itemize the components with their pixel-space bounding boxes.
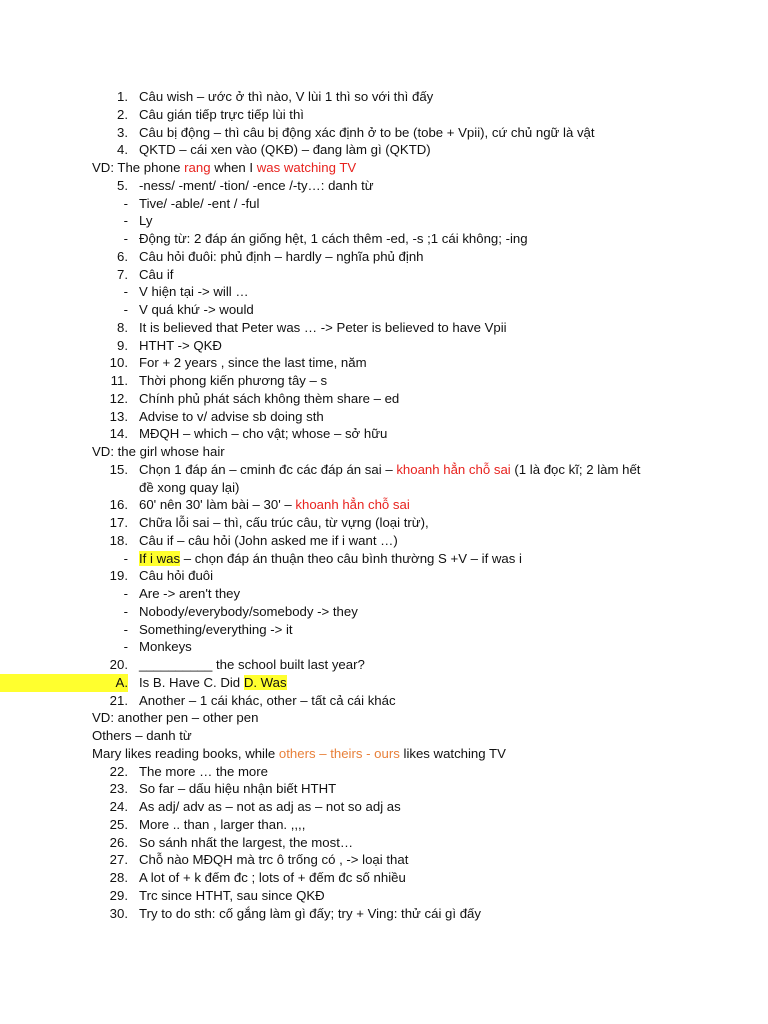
bullet-marker: - [123, 302, 128, 317]
line-text [139, 816, 305, 834]
text-run: Thời phong kiến phương tây – s [139, 373, 328, 388]
line-text [139, 283, 249, 301]
list-number: 21. [109, 692, 128, 708]
bullet-marker: - [123, 639, 128, 655]
list-number: 10. [109, 355, 128, 371]
line-text [139, 425, 387, 443]
list-number: 19. [109, 568, 128, 584]
line-text [139, 248, 423, 266]
line-text [139, 390, 399, 408]
text-run: Câu if [139, 266, 174, 282]
line-text [139, 798, 401, 816]
line-text [139, 851, 408, 869]
line-text [139, 88, 433, 106]
text-run: Others – danh từ [92, 728, 192, 743]
line-text [139, 550, 522, 568]
colored-text: rang [184, 160, 211, 175]
highlighted-text: If i was [139, 550, 181, 566]
text-run: QKTD – cái xen vào (QKĐ) – đang làm gì (QKTD) [139, 142, 431, 158]
line-text [139, 514, 429, 532]
text-run: V quá khứ -> would [139, 302, 254, 317]
text-run: It is believed that Peter was … -> Peter is believed to have Vpii [139, 319, 507, 335]
line-text [139, 141, 431, 159]
bullet-marker: - [123, 213, 128, 229]
text-run: Advise to v/ advise sb doing sth [139, 408, 324, 424]
line-text [139, 177, 374, 195]
line-text [139, 496, 410, 514]
line-text [139, 212, 152, 230]
text-run: Something/everything -> it [139, 621, 293, 637]
list-number: 29. [109, 887, 128, 903]
line-text [139, 834, 353, 852]
line-text [92, 159, 356, 177]
line-text [139, 905, 481, 923]
line-text [92, 727, 192, 745]
colored-text: was watching TV [256, 160, 357, 175]
text-run: Câu hỏi đuôi: phủ định – hardly – nghĩa phủ định [139, 248, 424, 264]
list-number: 9. [117, 337, 128, 353]
list-number: 14. [109, 426, 128, 442]
text-run: Try to do sth: cố gắng làm gì đấy; try + Ving: thử cái gì đấy [139, 905, 481, 921]
line-text [139, 319, 507, 337]
line-text [139, 692, 396, 710]
list-number: 11. [110, 373, 128, 388]
list-number: 12. [109, 390, 128, 406]
text-run: 60' nên 30' làm bài – 30' – [139, 497, 296, 513]
list-number: 15. [109, 461, 128, 477]
line-text [139, 780, 336, 798]
line-text [139, 266, 173, 284]
text-run: Câu if – câu hỏi (John asked me if i want …) [139, 532, 398, 548]
text-run: Trc since HTHT, sau since QKĐ [139, 887, 325, 903]
colored-text: khoanh hẳn chỗ sai [295, 497, 410, 513]
list-number: 7. [117, 266, 128, 282]
text-run: The more … the more [139, 763, 268, 779]
colored-text: others – theirs - ours [278, 745, 400, 761]
text-run: So sánh nhất the largest, the most… [139, 834, 354, 850]
text-run: Câu bị động – thì câu bị động xác định ở to be (tobe + Vpii), cứ chủ ngữ là vật [139, 124, 595, 140]
list-number: 2. [117, 106, 128, 122]
list-number: 17. [109, 515, 128, 530]
text-run: Chọn 1 đáp án – cminh đc các đáp án sai – [139, 461, 397, 477]
text-run: Động từ: 2 đáp án giống hệt, 1 cách thêm -ed, -s ;1 cái không; -ing [139, 231, 528, 246]
line-text [139, 638, 192, 656]
text-run: Are -> aren't they [139, 586, 241, 601]
line-text [139, 301, 254, 319]
text-run: VD: The phone [92, 160, 185, 175]
list-number: 26. [109, 834, 128, 850]
text-run: Câu wish – ước ở thì nào, V lùi 1 thì so với thì đấy [139, 89, 434, 104]
line-text [139, 621, 293, 639]
text-run: Ly [139, 213, 153, 229]
bullet-marker: - [123, 550, 128, 566]
list-number: A. [0, 674, 128, 692]
line-text [139, 656, 365, 674]
list-number: 3. [117, 124, 128, 140]
list-number: 13. [109, 408, 128, 424]
line-text [139, 763, 268, 781]
line-text [92, 443, 225, 461]
line-text [139, 195, 259, 213]
text-run: So far – dấu hiệu nhận biết HTHT [139, 781, 337, 797]
text-run: V hiện tại -> will … [139, 284, 249, 300]
text-run: Chỗ nào MĐQH mà trc ô trống có , -> loại that [139, 852, 409, 868]
bullet-marker: - [123, 603, 128, 619]
text-run: Monkeys [139, 639, 192, 655]
line-text [139, 124, 595, 142]
list-number: 24. [109, 799, 128, 814]
text-run: MĐQH – which – cho vật; whose – sở hữu [139, 426, 388, 442]
list-number: 20. [109, 657, 128, 672]
text-run: đề xong quay lại) [139, 479, 240, 495]
line-text [139, 230, 528, 248]
text-run: Nobody/everybody/somebody -> they [139, 603, 358, 619]
text-run: Tive/ -able/ -ent / -ful [139, 195, 260, 211]
list-number: 1. [117, 89, 128, 104]
text-run: – chọn đáp án thuận theo câu bình thường S +V – if was i [180, 550, 522, 566]
line-text [92, 745, 506, 763]
line-text [139, 674, 287, 692]
text-run: -ness/ -ment/ -tion/ -ence /-ty…: danh từ [139, 177, 374, 193]
list-number: 8. [117, 319, 128, 335]
bullet-marker: - [123, 621, 128, 637]
line-text [139, 532, 398, 550]
text-run: As adj/ adv as – not as adj as – not so adj as [139, 799, 401, 814]
line-text [92, 709, 258, 727]
line-text [139, 461, 640, 479]
text-run: Chữa lỗi sai – thì, cấu trúc câu, từ vựng (loại trừ), [139, 515, 429, 530]
text-run: likes watching TV [399, 745, 506, 761]
text-run: HTHT -> QKĐ [139, 337, 222, 353]
line-text [139, 567, 213, 585]
list-number: 25. [109, 816, 128, 832]
line-text [139, 354, 367, 372]
text-run: VD: the girl whose hair [92, 444, 225, 459]
line-text [139, 106, 304, 124]
list-number: 27. [109, 852, 128, 868]
text-run: Mary likes reading books, while [92, 745, 279, 761]
text-run: For + 2 years , since the last time, năm [139, 355, 367, 371]
list-number: 5. [117, 177, 128, 193]
line-text [139, 337, 222, 355]
text-run: More .. than , larger than. ,,,, [139, 816, 306, 832]
bullet-marker: - [123, 284, 128, 300]
list-number: 18. [109, 532, 128, 548]
list-number: 22. [109, 763, 128, 779]
list-number: 4. [117, 142, 128, 158]
text-run: (1 là đọc kĩ; 2 làm hết [510, 461, 641, 477]
text-run: Câu hỏi đuôi [139, 568, 214, 584]
list-number: 6. [117, 248, 128, 264]
line-text [139, 869, 406, 887]
text-run: Câu gián tiếp trực tiếp lùi thì [139, 106, 304, 122]
bullet-marker: - [123, 586, 128, 601]
text-run: VD: another pen – other pen [92, 710, 259, 726]
line-text [139, 372, 327, 390]
highlighted-text: D. Was [243, 674, 287, 690]
list-number: 28. [109, 870, 128, 885]
text-run: Chính phủ phát sách không thèm share – ed [139, 390, 400, 406]
line-text [139, 603, 358, 621]
colored-text: khoanh hẳn chỗ sai [396, 461, 511, 477]
line-text [139, 887, 325, 905]
line-text [139, 479, 239, 497]
list-number: 23. [109, 781, 128, 797]
line-text [139, 408, 324, 426]
text-run: Is B. Have C. Did [139, 674, 244, 690]
line-text [139, 585, 240, 603]
bullet-marker: - [123, 195, 128, 211]
bullet-marker: - [123, 231, 128, 246]
text-run: Another – 1 cái khác, other – tất cả cái khác [139, 692, 396, 708]
text-run: when I [210, 160, 257, 175]
list-number: 30. [109, 905, 128, 921]
text-run: __________ the school built last year? [139, 657, 365, 672]
list-number: 16. [109, 497, 128, 513]
text-run: A lot of + k đếm đc ; lots of + đếm đc số nhiều [139, 870, 406, 885]
